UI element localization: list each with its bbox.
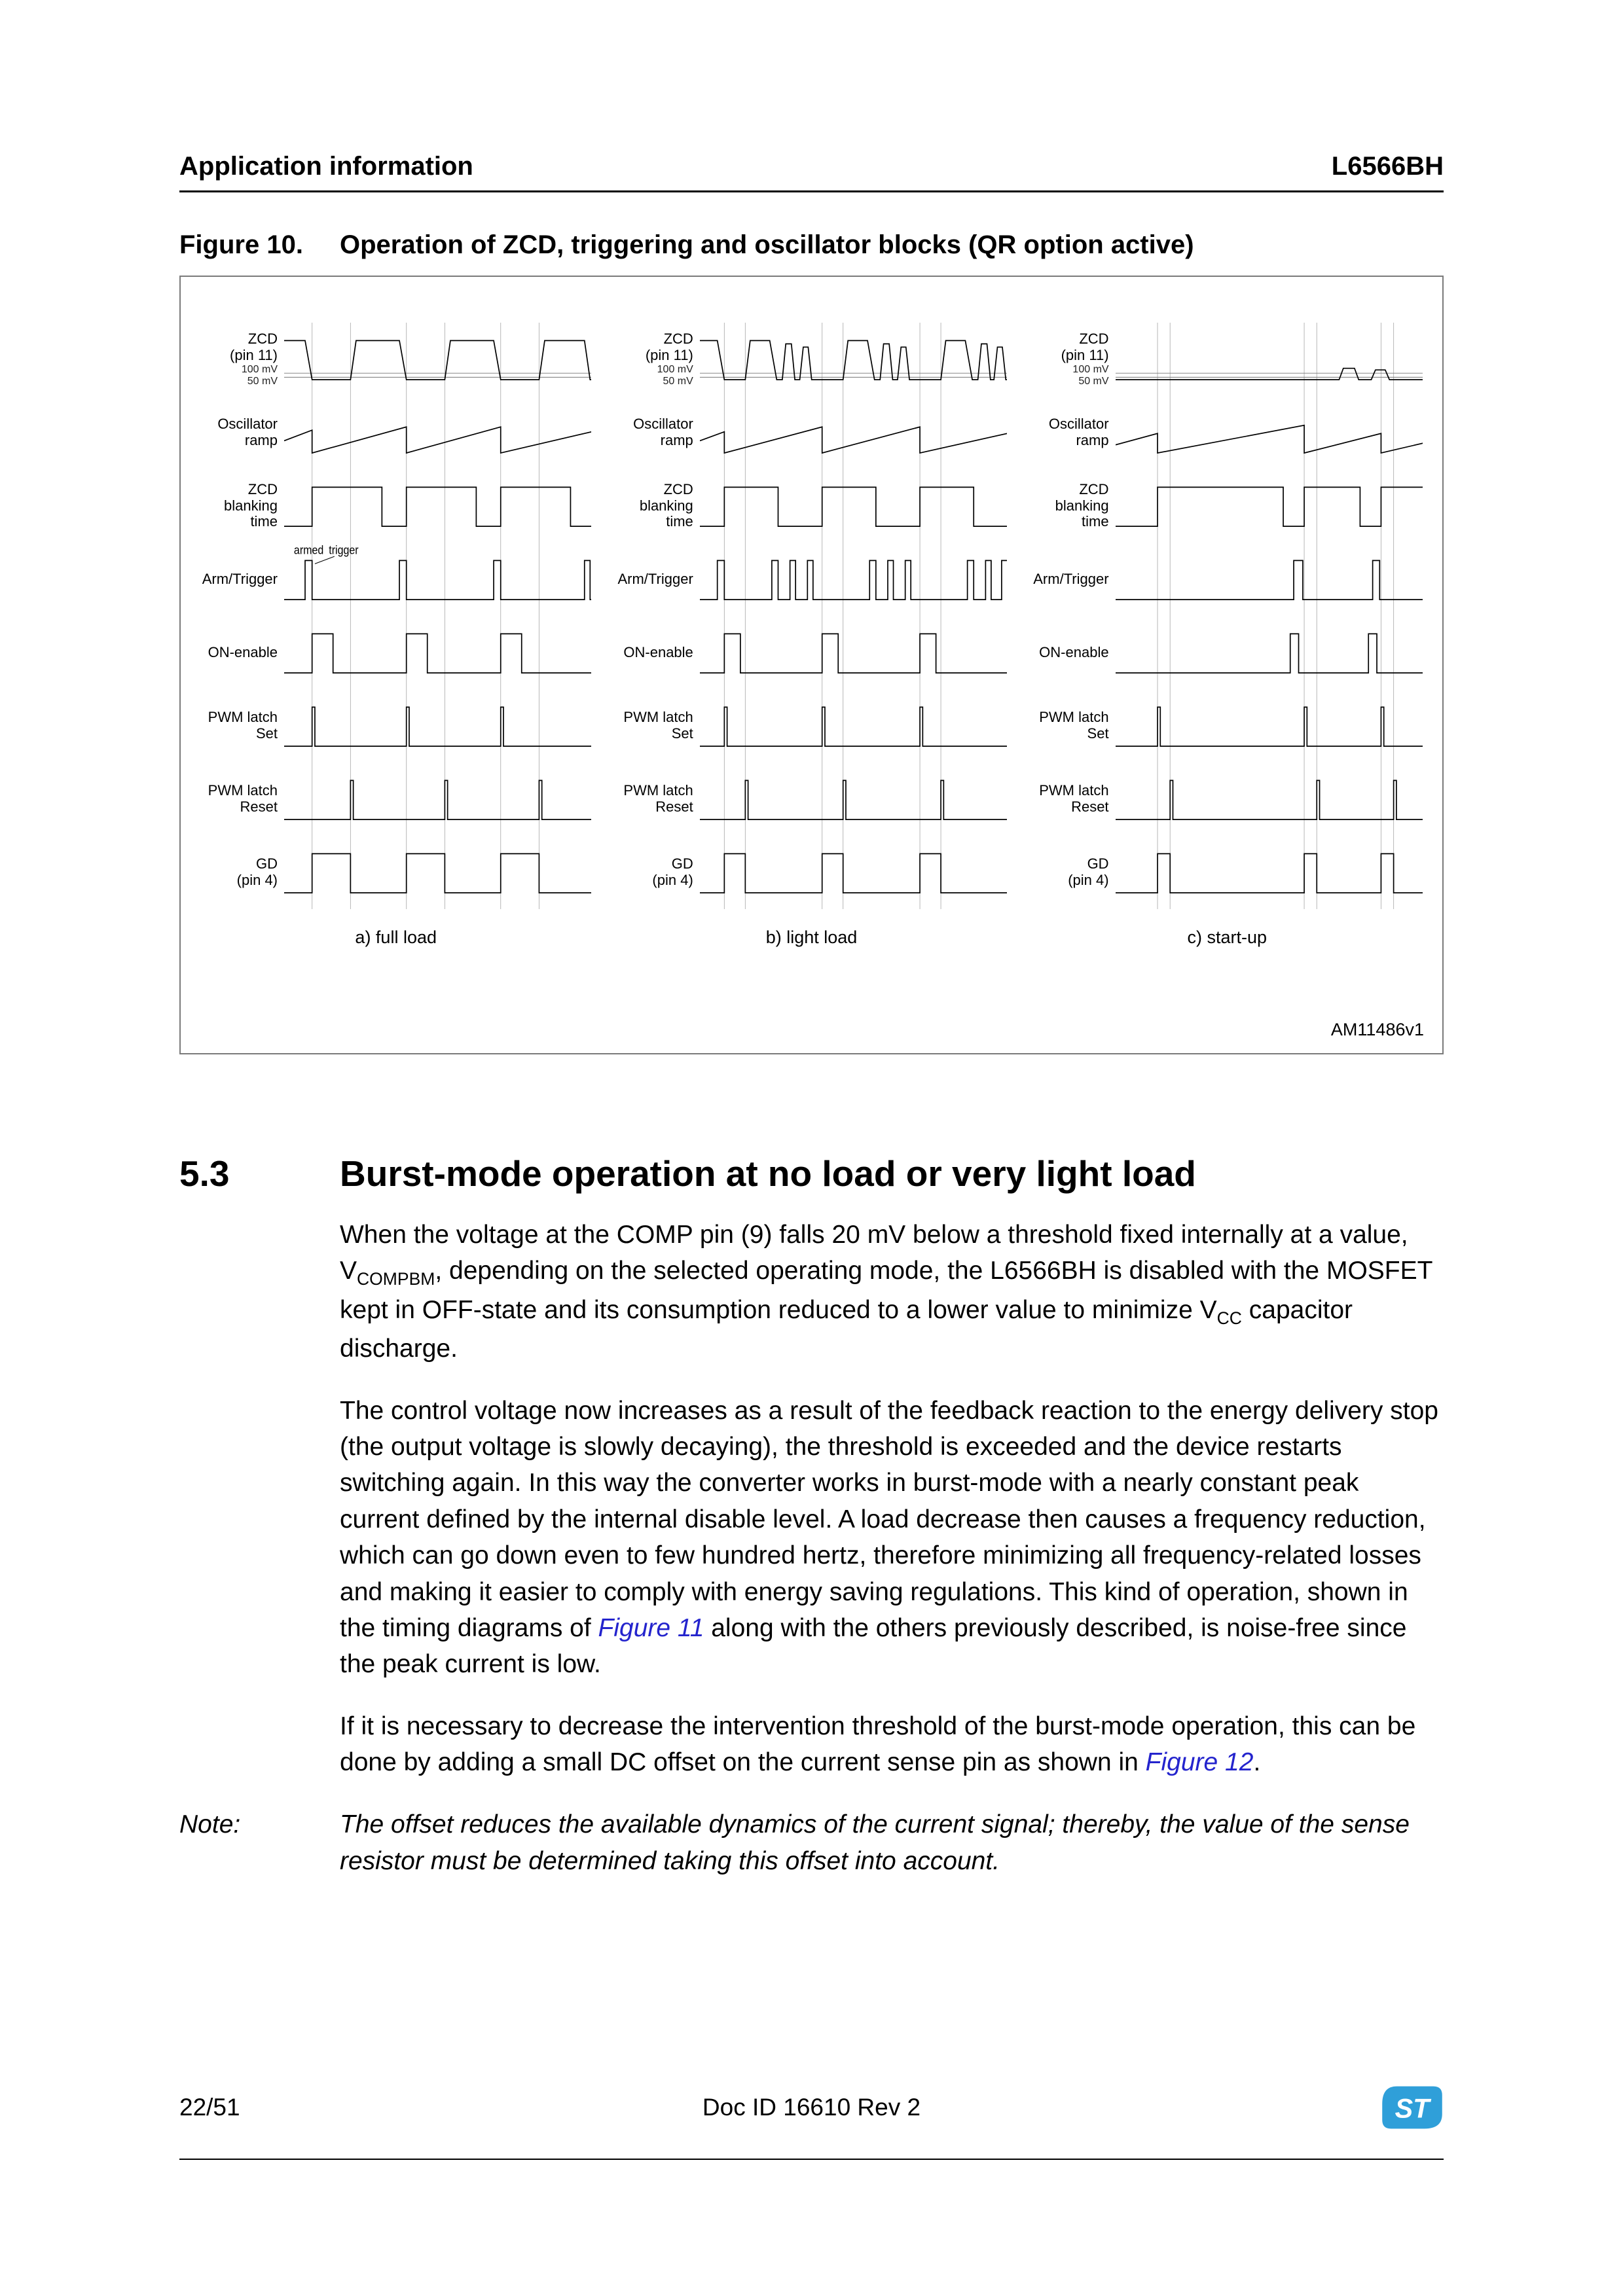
waveform-pwm-set-a — [284, 689, 591, 762]
timing-panel-b — [616, 323, 1007, 1053]
signal-row — [616, 616, 1007, 689]
waveform-path — [284, 780, 591, 819]
gridlines — [312, 323, 539, 396]
waveform-path — [284, 340, 591, 380]
label-line: ZCD — [1079, 481, 1109, 498]
note-text: The offset reduces the available dynamics of the current signal; thereby, the value of the sense resistor must be determined taking this offset into account. — [340, 1810, 1410, 1875]
waveform-path — [700, 853, 1007, 893]
header-left: Application information — [179, 152, 473, 181]
section-number: 5.3 — [179, 1153, 230, 1194]
signal-row — [200, 396, 591, 469]
label-line: (pin 11) — [645, 347, 693, 364]
zcd-50mv-label: 50 mV — [663, 375, 693, 387]
signal-label-oscillator-ramp — [200, 396, 284, 469]
figure-link[interactable]: Figure 11 — [598, 1613, 704, 1642]
signal-row — [1032, 543, 1423, 616]
waveform-path — [284, 634, 591, 673]
figure-link[interactable]: Figure 12 — [1145, 1748, 1254, 1776]
gridlines — [724, 396, 941, 469]
gridlines — [724, 469, 941, 543]
label-line: Set — [255, 725, 278, 742]
zcd-100mv-label: 100 mV — [657, 363, 693, 375]
signal-label-pwm-reset — [616, 762, 700, 836]
signal-label-zcd — [1032, 323, 1116, 396]
waveform-path — [700, 560, 1007, 600]
signal-row — [200, 762, 591, 836]
label-line: Arm/Trigger — [1033, 570, 1109, 587]
label-line: ramp — [1076, 432, 1109, 448]
waveform-path — [1116, 487, 1423, 526]
waveform-arm-trigger-b — [700, 543, 1007, 616]
label-line: blanking — [224, 497, 278, 514]
label-line: Reset — [240, 798, 278, 815]
signal-label-pwm-set — [200, 689, 284, 762]
signal-row — [1032, 836, 1423, 909]
signal-label-on-enable — [200, 616, 284, 689]
waveform-zcd-b — [700, 323, 1007, 396]
gridlines — [724, 323, 941, 396]
section-body — [340, 1217, 1444, 1780]
waveform-osc-c — [1116, 396, 1423, 469]
label-line: blanking — [639, 497, 693, 514]
label-line: PWM latch — [623, 782, 693, 799]
label-line: time — [666, 513, 693, 530]
zcd-100mv-label: 100 mV — [241, 363, 278, 375]
waveform-gd-a — [284, 836, 591, 909]
signal-label-pwm-set — [1032, 689, 1116, 762]
label-line: PWM latch — [1039, 782, 1109, 799]
figure-10-box — [179, 276, 1444, 1054]
signal-row — [616, 543, 1007, 616]
gridlines — [724, 762, 941, 836]
timing-panel-a — [200, 323, 591, 1053]
waveform-path — [700, 707, 1007, 746]
label-line: GD — [671, 855, 693, 872]
gridlines — [1158, 836, 1394, 909]
figure-reference-code: AM11486v1 — [1330, 1020, 1424, 1039]
gridlines — [312, 762, 539, 836]
label-line: Reset — [1071, 798, 1109, 815]
label-line: Oscillator — [633, 416, 693, 433]
label-line: ramp — [660, 432, 693, 448]
label-line: time — [250, 513, 278, 530]
label-line: blanking — [1055, 497, 1109, 514]
signal-row — [616, 762, 1007, 836]
waveform-path — [1116, 368, 1423, 380]
gridlines — [1158, 543, 1394, 616]
label-line: (pin 11) — [230, 347, 278, 364]
section-heading — [179, 1153, 1444, 1194]
signal-row — [616, 689, 1007, 762]
label-line: ON-enable — [1039, 643, 1109, 660]
signal-row — [1032, 396, 1423, 469]
label-line: ZCD — [1079, 331, 1109, 348]
signal-label-pwm-reset — [1032, 762, 1116, 836]
gridlines — [724, 836, 941, 909]
waveform-pwm-reset-c — [1116, 762, 1423, 836]
waveform-path — [700, 487, 1007, 526]
signal-label-zcd-blanking — [200, 469, 284, 543]
waveform-pwm-reset-a — [284, 762, 591, 836]
paragraph-1: When the voltage at the COMP pin (9) falls 20 mV below a threshold fixed internally at a value, $V_{COMPBM}$, depending on the selected operating mode, the L6566BH is disabled with the MOSFET kept in OFF-state and its consumption reduced to a lower value to minimize $V_{CC}$ capacitor discharge. — [340, 1221, 1432, 1363]
signal-row — [200, 836, 591, 909]
zcd-50mv-label: 50 mV — [1078, 375, 1109, 387]
gridlines — [724, 689, 941, 762]
waveform-path — [1116, 780, 1423, 819]
signal-label-on-enable — [1032, 616, 1116, 689]
waveform-on-enable-b — [700, 616, 1007, 689]
page-footer — [179, 2085, 1444, 2130]
page-content — [179, 230, 1444, 1879]
st-logo — [1182, 2085, 1444, 2130]
label-line: ZCD — [247, 481, 278, 498]
waveform-zcd-a — [284, 323, 591, 396]
signal-label-on-enable — [616, 616, 700, 689]
label-line: Reset — [655, 798, 693, 815]
gridlines — [1158, 469, 1394, 543]
paragraph-3: If it is necessary to decrease the intervention threshold of the burst-mode operation, this can be done by adding a small DC offset on the current sense pin as shown in Figure 12. — [340, 1712, 1416, 1776]
label-line: ramp — [244, 432, 278, 448]
label-line: (pin 11) — [1061, 347, 1109, 364]
label-line: PWM latch — [208, 709, 278, 726]
panel-caption-b: b) light load — [765, 927, 858, 947]
signal-row — [200, 543, 591, 616]
signal-label-pwm-set — [616, 689, 700, 762]
timing-panel-c — [1032, 323, 1423, 1053]
waveform-arm-trigger-a — [284, 543, 591, 616]
waveform-blanking-c — [1116, 469, 1423, 543]
signal-row — [616, 396, 1007, 469]
signal-row — [1032, 616, 1423, 689]
signal-label-zcd — [616, 323, 700, 396]
gridlines — [1158, 396, 1394, 469]
signal-label-zcd — [200, 323, 284, 396]
waveform-path — [284, 427, 591, 453]
gridlines — [1158, 616, 1394, 689]
waveform-on-enable-a — [284, 616, 591, 689]
signal-label-pwm-reset — [200, 762, 284, 836]
section-title: Burst-mode operation at no load or very light load — [340, 1153, 1196, 1194]
trigger-arrow — [315, 556, 335, 564]
waveform-arm-trigger-c — [1116, 543, 1423, 616]
label-line: (pin 4) — [652, 872, 693, 888]
label-line: Set — [671, 725, 693, 742]
zcd-100mv-label: 100 mV — [1072, 363, 1109, 375]
gridlines — [1158, 762, 1394, 836]
signal-label-arm-trigger — [200, 543, 284, 616]
signal-label-oscillator-ramp — [616, 396, 700, 469]
signal-label-zcd-blanking — [616, 469, 700, 543]
waveform-osc-b — [700, 396, 1007, 469]
armed-annotation: armed — [293, 543, 324, 557]
label-line: GD — [1087, 855, 1109, 872]
label-line: time — [1082, 513, 1109, 530]
waveform-gd-b — [700, 836, 1007, 909]
waveform-path — [1116, 853, 1423, 893]
signal-label-gd — [200, 836, 284, 909]
signal-row — [200, 323, 591, 396]
label-line: ON-enable — [208, 643, 278, 660]
label-line: PWM latch — [208, 782, 278, 799]
label-line: ON-enable — [623, 643, 693, 660]
gridlines — [312, 396, 539, 469]
label-line: Arm/Trigger — [202, 570, 278, 587]
label-line: ZCD — [663, 481, 693, 498]
label-line: ZCD — [247, 331, 278, 348]
figure-caption-title: Operation of ZCD, triggering and oscillator blocks (QR option active) — [340, 230, 1194, 259]
doc-id: Doc ID 16610 Rev 2 — [702, 2094, 921, 2121]
st-logo-text: ST — [1395, 2093, 1430, 2124]
waveform-path — [1116, 425, 1423, 453]
signal-row — [616, 836, 1007, 909]
footer-rule — [179, 2159, 1444, 2160]
panel-caption-c: c) start-up — [1187, 927, 1267, 947]
waveform-blanking-a — [284, 469, 591, 543]
label-line: Arm/Trigger — [617, 570, 693, 587]
signal-row — [1032, 689, 1423, 762]
signal-row — [200, 689, 591, 762]
waveform-path — [1116, 634, 1423, 673]
waveform-path — [284, 707, 591, 746]
signal-label-arm-trigger — [1032, 543, 1116, 616]
waveform-path — [700, 340, 1007, 380]
figure-caption — [179, 230, 1444, 260]
waveform-path — [284, 560, 591, 600]
gridlines — [724, 543, 941, 616]
waveform-path — [1116, 707, 1423, 746]
waveform-path — [700, 780, 1007, 819]
note-label: Note: — [179, 1810, 241, 1839]
header-right-part-number: L6566BH — [1331, 152, 1444, 181]
waveform-path — [1116, 560, 1423, 600]
signal-label-zcd-blanking — [1032, 469, 1116, 543]
label-line: Oscillator — [1048, 416, 1109, 433]
label-line: GD — [256, 855, 278, 872]
waveform-pwm-set-b — [700, 689, 1007, 762]
waveform-pwm-set-c — [1116, 689, 1423, 762]
panel-caption-a: a) full load — [355, 927, 437, 947]
zcd-50mv-label: 50 mV — [247, 375, 278, 387]
signal-label-gd — [616, 836, 700, 909]
waveform-osc-a — [284, 396, 591, 469]
signal-label-arm-trigger — [616, 543, 700, 616]
page-header — [179, 152, 1444, 192]
waveform-path — [700, 427, 1007, 453]
signal-row — [1032, 762, 1423, 836]
page-number: 22/51 — [179, 2094, 240, 2121]
waveform-zcd-c — [1116, 323, 1423, 396]
waveform-on-enable-c — [1116, 616, 1423, 689]
figure-caption-label: Figure 10. — [179, 230, 303, 259]
paragraph-2: The control voltage now increases as a result of the feedback reaction to the energy delivery stop (the output voltage is slowly decaying), the threshold is exceeded and the device restarts switching again. In this way the converter works in burst-mode with a nearly constant peak current defined by the internal disable level. A load decrease then causes a frequency reduction, which can go down even to few hundred hertz, therefore minimizing all frequency-related losses and making it easier to comply with energy saving regulations. This kind of operation, shown in the timing diagrams of Figure 11 along with the others previously described, is noise-free since the peak current is low. — [340, 1396, 1438, 1679]
label-line: Oscillator — [217, 416, 278, 433]
waveform-path — [284, 487, 591, 526]
label-line: ZCD — [663, 331, 693, 348]
waveform-path — [284, 853, 591, 893]
gridlines — [312, 689, 539, 762]
st-logo-icon — [1381, 2085, 1444, 2130]
signal-row — [616, 469, 1007, 543]
label-line: PWM latch — [1039, 709, 1109, 726]
signal-row — [616, 323, 1007, 396]
waveform-blanking-b — [700, 469, 1007, 543]
gridlines — [312, 616, 539, 689]
signal-row — [200, 469, 591, 543]
label-line: (pin 4) — [1068, 872, 1109, 888]
waveform-path — [700, 634, 1007, 673]
label-line: (pin 4) — [236, 872, 278, 888]
gridlines — [312, 836, 539, 909]
label-line: PWM latch — [623, 709, 693, 726]
signal-row — [200, 616, 591, 689]
gridlines — [312, 469, 539, 543]
signal-label-oscillator-ramp — [1032, 396, 1116, 469]
gridlines — [1158, 689, 1394, 762]
trigger-annotation: trigger — [329, 543, 359, 557]
gridlines — [1158, 323, 1394, 396]
signal-row — [1032, 323, 1423, 396]
gridlines — [724, 616, 941, 689]
signal-row — [1032, 469, 1423, 543]
waveform-gd-c — [1116, 836, 1423, 909]
waveform-pwm-reset-b — [700, 762, 1007, 836]
note-block — [179, 1806, 1444, 1879]
label-line: Set — [1087, 725, 1109, 742]
signal-label-gd — [1032, 836, 1116, 909]
